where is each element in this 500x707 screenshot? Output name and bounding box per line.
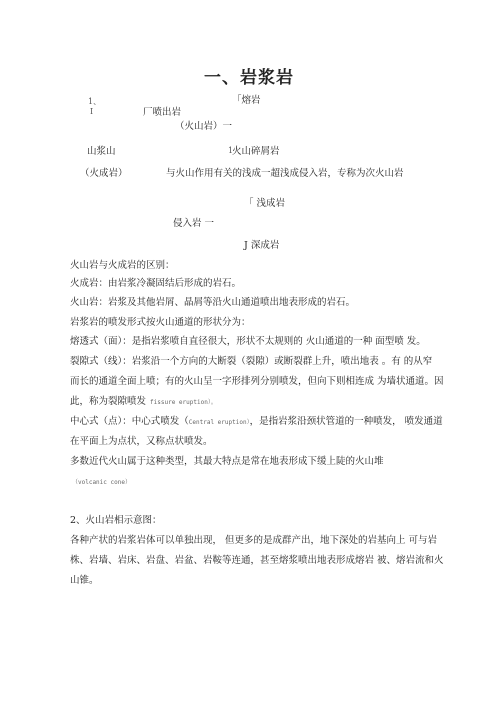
diagram-intrusive: 侵入岩 一 — [173, 218, 215, 229]
paragraph: 火成岩：由岩浆冷凝固结后形成的岩石。 — [70, 278, 242, 289]
paragraph: 火山岩与火成岩的区别： — [70, 260, 175, 271]
diagram-shallow: 「 浅成岩 — [244, 198, 286, 209]
paragraph: 株、岩墙、岩床、岩盘、岩盆、岩鞍等连通，甚至熔浆喷出地表形成熔岩 被、熔岩流和火 — [70, 555, 444, 566]
section-heading: 2、火山岩相示意图： — [70, 515, 162, 526]
paragraph-text: ，是指岩浆沿颈状管道的一种喷发， 喷发通道 — [249, 416, 443, 427]
diagram-number: 1、 — [88, 97, 102, 106]
paragraph-term: Central eruption） — [188, 419, 250, 426]
diagram-lava: 「熔岩 — [232, 95, 261, 106]
diagram-subvolcanic-desc: 与火山作用有关的浅成一超浅成侵入岩，专称为次火山岩 — [166, 168, 404, 179]
paragraph: 在平面上为点状，又称点状喷发。 — [70, 436, 213, 447]
diagram-pyroclastic: 火山碎屑岩 — [232, 146, 280, 157]
diagram-deep: J 深成岩 — [244, 240, 280, 251]
diagram-igneous-label: （火成岩） — [80, 168, 128, 179]
paragraph-text: 中心式（点）：中心式喷发（ — [70, 416, 189, 427]
paragraph: 熔透式（面）：是指岩浆喷自直径很大，形状不太规则的 火山通道的一种 面型喷 发。 — [70, 336, 426, 347]
diagram-bracket-mark: I — [90, 107, 94, 116]
paragraph: 各种产状的岩浆岩体可以单独出现， 但更多的是成群产出，地下深处的岩基向上 可与岩 — [70, 535, 438, 546]
diagram-magma: 山浆山 — [87, 146, 116, 157]
paragraph: 而长的通道全面上喷；有的火山呈一字形排列分别喷发，但向下则相连成 为墙状通道。因 — [70, 376, 444, 387]
paragraph-text: 此，称为裂隙喷发 — [70, 396, 147, 407]
paragraph: 裂隙式（线）：岩浆沿一个方向的大断裂（裂隙）或断裂群上升，喷出地表 。有 的从窄 — [70, 356, 433, 367]
paragraph — [70, 396, 217, 407]
diagram-volcanic-rock: （火山岩）一 — [175, 121, 233, 132]
paragraph: 多数近代火山属于这种类型，其最大特点是常在地表形成下缓上陡的火山堆 — [70, 456, 384, 467]
paragraph: 岩浆岩的喷发形式按火山通道的形状分为： — [70, 317, 251, 328]
paragraph — [70, 416, 443, 427]
page-title: 一、岩浆岩 — [204, 68, 294, 88]
paragraph-term: fissure eruption）。 — [150, 399, 217, 406]
diagram-extrusive: 厂喷出岩 — [143, 107, 182, 118]
diagram-pyro-mark: 1 — [228, 146, 234, 155]
paragraph: 火山岩：岩浆及其他岩屑、晶屑等沿火山通道喷出地表形成的岩石。 — [70, 297, 356, 308]
paragraph-term: （volcanic cone） — [72, 479, 131, 486]
paragraph: 山锥。 — [70, 575, 99, 586]
